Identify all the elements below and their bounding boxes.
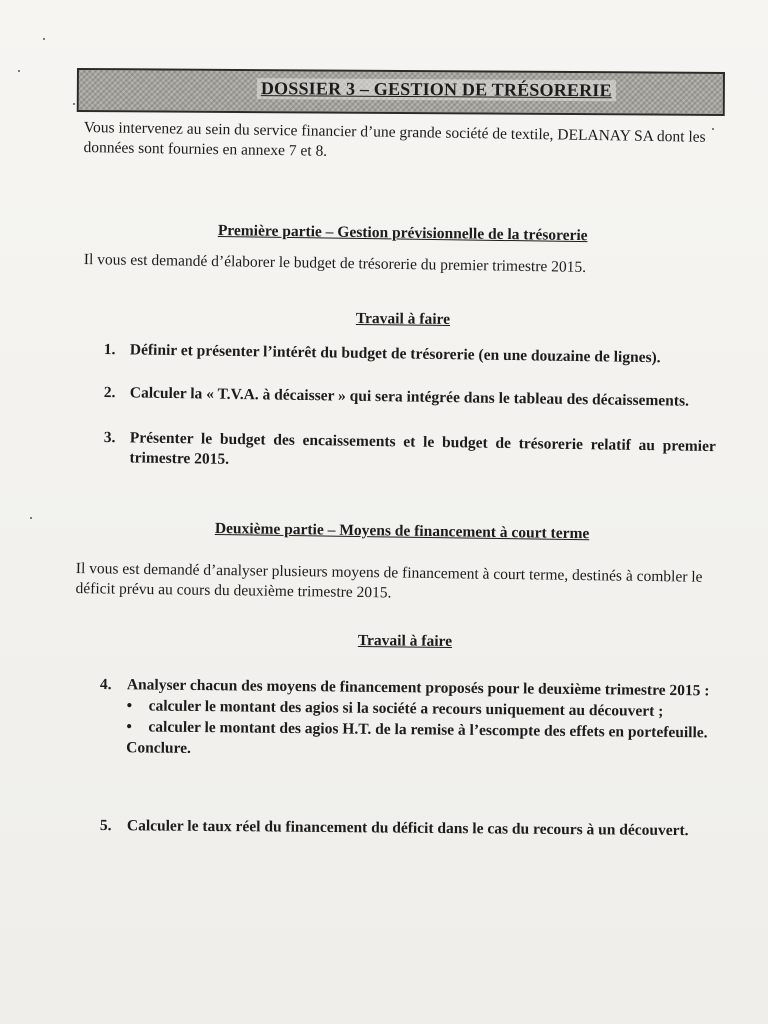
task-1 <box>104 340 694 369</box>
task-number: 3. <box>103 428 116 447</box>
intro-paragraph: Vous intervenez au sein du service financier d’une grande société de textile, DELANAY SA dont les données sont fournies en annexe 7 et 8. <box>83 118 706 160</box>
bullet-text: calculer le montant des agios H.T. de la remise à l’escompte des effets en portefeuille. <box>148 718 708 742</box>
task-number: 1. <box>103 340 116 359</box>
scan-speck <box>18 70 20 72</box>
dossier-title: DOSSIER 3 – GESTION DE TRÉSORERIE <box>257 78 616 101</box>
task-4-bullets <box>99 695 727 744</box>
part1-heading: Première partie – Gestion prévisionnelle de la trésorerie <box>217 222 588 245</box>
part2-text: Il vous est demandé d’analyser plusieurs moyens de financement à court terme, destinés à combler le déficit prévu au cours du deuxième trimestre 2015. <box>75 559 703 602</box>
bullet-icon: • <box>126 697 133 715</box>
task-text: Présenter le budget des encaissements et le budget de trésorerie relatif au premier trimestre 2015. <box>129 429 716 468</box>
dossier-title-box <box>77 68 725 116</box>
bullet-icon: • <box>126 718 132 736</box>
part2-heading: Deuxième partie – Moyens de financement à court terme <box>214 520 590 543</box>
part2-work-heading: Travail à faire <box>357 632 453 650</box>
task-text: Analyser chacun des moyens de financement proposés pour le deuxième trimestre 2015 : <box>126 676 710 700</box>
task-5 <box>100 816 730 841</box>
task-4 <box>99 674 728 765</box>
scan-speck <box>30 517 32 519</box>
task-text: Définir et présenter l’intérêt du budget de trésorerie (en une douzaine de lignes). <box>129 341 661 367</box>
task-number: 2. <box>103 383 116 402</box>
task-3 <box>103 428 716 477</box>
part1-text: Il vous est demandé d’élaborer le budget de trésorerie du premier trimestre 2015. <box>83 250 587 276</box>
task-4-conclusion: Conclure. <box>126 739 192 757</box>
part1-work-heading: Travail à faire <box>355 310 451 328</box>
scan-speck <box>73 103 75 105</box>
scan-speck <box>43 38 45 40</box>
task-number: 5. <box>99 816 112 835</box>
bullet-text: calculer le montant des agios si la société a recours uniquement au découvert ; <box>148 697 664 720</box>
task-text: Calculer le taux réel du financement du déficit dans le cas du recours à un découvert. <box>126 817 689 840</box>
task-text: Calculer la « T.V.A. à décaisser » qui sera intégrée dans le tableau des décaissements. <box>129 384 690 410</box>
task-2 <box>104 383 704 412</box>
task-number: 4. <box>99 675 112 694</box>
